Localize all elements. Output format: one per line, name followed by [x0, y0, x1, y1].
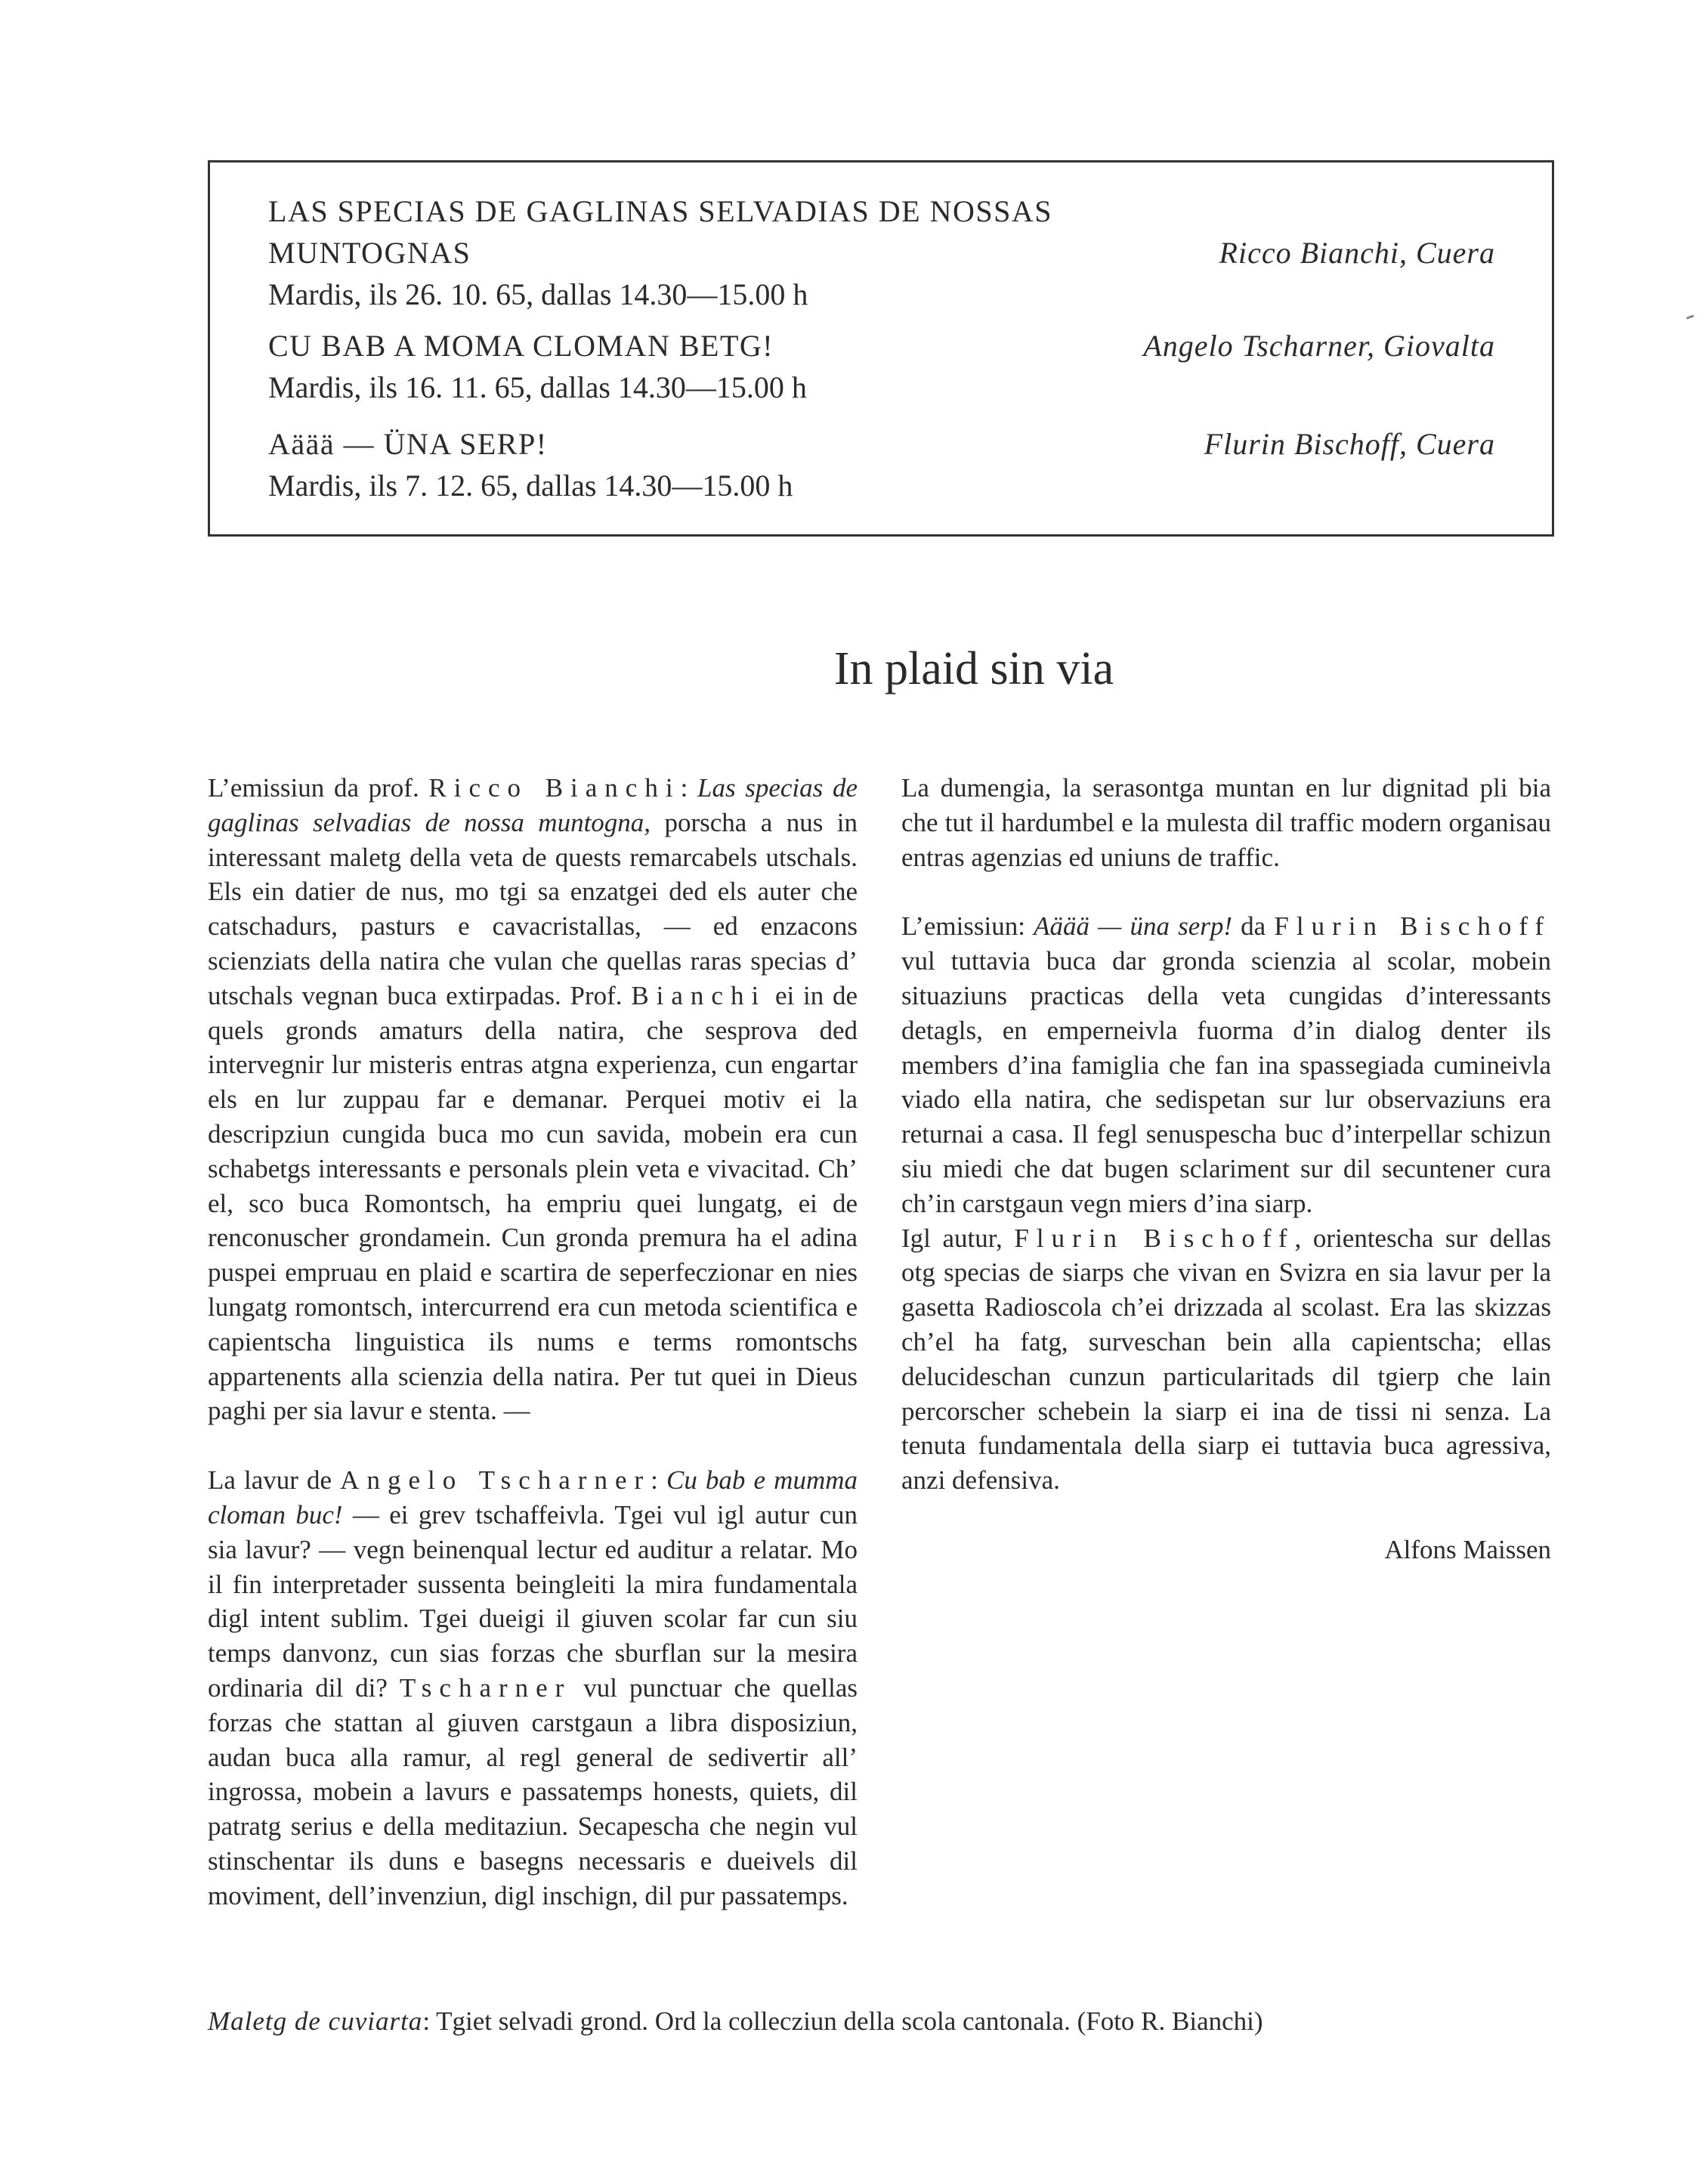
- caption-label: Maletg de cuviarta: [208, 2006, 423, 2036]
- paragraph-bianchi: [208, 771, 858, 1428]
- author-name: Tscharner: [399, 1672, 572, 1703]
- schedule-title: LAS SPECIAS DE GAGLINAS SELVADIAS DE NOSSAS: [268, 194, 1052, 228]
- schedule-entry-3: [268, 423, 1495, 506]
- work-title: Aäää — üna serp!: [1034, 911, 1233, 942]
- schedule-date: Mardis, ils 26. 10. 65, dallas 14.30—15.00 h: [268, 277, 808, 311]
- author-name: Flurin Bischoff: [1274, 911, 1551, 942]
- schedule-date: Mardis, ils 16. 11. 65, dallas 14.30—15.00 h: [268, 370, 807, 404]
- text-run: :: [680, 773, 697, 803]
- text-run: vul tuttavia buca dar gronda scienzia al scolar, mobein situaziuns practicas della veta cungidas d’interessants detagls, en emperneivla fuorma d’in dialog denter ils members d’ina famiglia che fan ina spassegiada cumineivla viado ella natira, che sedispetan sur lur observaziuns era returnai a casa. Il fegl senuspescha buc d’interpellar schizun siu miedi che dat bugen sclariment sur dil secuntener cura ch’in carstgaun vegn miers d’ina siarp.: [901, 946, 1551, 1218]
- text-run: , orientescha sur dellas otg specias de siarps che vivan en Svizra en sia lavur per la gasetta Radioscola ch’ei drizzada al scolast. Era las skizzas ch’el ha fatg, surveschan bein alla capientscha; ellas delucideschan cunzun particularitads dil tgierp che lain percorscher schebein la siarp ei ina de tissi ni senza. La tenuta fundamentala della siarp ei tuttavia buca agressiva, anzi defensiva.: [901, 1223, 1551, 1496]
- text-run: La lavur de: [208, 1465, 341, 1496]
- schedule-title-cont: MUNTOGNAS: [268, 236, 471, 270]
- scan-speck: [1686, 314, 1694, 319]
- cover-caption: [208, 2006, 1263, 2037]
- text-run: da: [1232, 911, 1275, 942]
- schedule-date: Mardis, ils 7. 12. 65, dallas 14.30—15.00 h: [268, 469, 793, 503]
- right-column: [901, 771, 1551, 1567]
- paragraph-bischoff: [901, 909, 1551, 1220]
- left-column: [208, 771, 858, 1913]
- paragraph-tscharner-cont: La dumengia, la serasontga muntan en lur dignitad pli bia che tut il hardumbel e la mulesta dil traffic modern organisau entras agenzias ed uniuns de traffic.: [901, 773, 1551, 872]
- text-run: vul punctuar che quellas forzas che stattan al giuven carstgaun a libra disposiziun, audan buca alla ramur, al regl general de sedivertir all’ ingrossa, mobein a lavurs e passatemps honests, quiets, dil patratg serius e della meditaziun. Secapescha che negin vul stinschentar ils duns e basegns necessaris e dueivels dil moviment, dell’invenziun, digl inschign, dil pur passatemps.: [208, 1672, 858, 1910]
- schedule-title: CU BAB A MOMA CLOMAN BETG!: [268, 329, 774, 363]
- schedule-entry-1: [268, 190, 1495, 315]
- text-run: L’emissiun da prof.: [208, 773, 429, 803]
- paragraph-tscharner: [208, 1463, 858, 1913]
- schedule-author: Angelo Tscharner, Giovalta: [1143, 329, 1495, 363]
- author-name: Bianchi: [631, 980, 767, 1010]
- text-run: :: [651, 1465, 666, 1496]
- text-run: L’emissiun:: [901, 911, 1034, 942]
- text-run: — ei grev tschaffeivla. Tgei vul igl autur cun sia lavur? — vegn beinenqual lectur ed auditur a relatar. Mo il fin interpretader sussenta beingleiti la mira fundamentala digl intent sublim. Tgei dueigi il giuven scolar far cun siu temps danvonz, cun sias forzas che sburflan sur la mesira ordinaria dil di?: [208, 1499, 858, 1703]
- work-title: Cu bab e mumma cloman buc!: [208, 1465, 858, 1530]
- work-title: Las specias de gaglinas selvadias de nossa muntogna,: [208, 773, 858, 837]
- schedule-box: [208, 160, 1554, 537]
- article-heading: In plaid sin via: [833, 643, 1114, 694]
- author-name: Flurin Bischoff: [1014, 1223, 1295, 1253]
- paragraph-bischoff-2: [901, 1221, 1551, 1498]
- schedule-title: Aäää — ÜNA SERP!: [268, 427, 548, 461]
- signature: Alfons Maissen: [1384, 1534, 1551, 1564]
- caption-text: : Tgiet selvadi grond. Ord la collecziun della scola cantonala. (Foto R. Bianchi): [422, 2006, 1263, 2036]
- schedule-author: Ricco Bianchi, Cuera: [1219, 236, 1495, 270]
- schedule-entry-2: [268, 325, 1495, 408]
- text-run: porscha a nus in interessant maletg della veta de quests remarcabels utschals. Els ein datier de nus, mo tgi sa enzatgei ded els auter che catschadurs, pasturs e cavacristallas, — ed enzacons scienziats della natira che vulan che quellas raras specias d’ utschals vegnan buca extirpadas. Prof.: [208, 807, 858, 1010]
- box-rule-right: [1552, 160, 1554, 537]
- author-name: Ricco Bianchi: [428, 773, 681, 803]
- box-rule-left: [208, 160, 210, 537]
- box-rule-bottom: [208, 534, 1554, 537]
- author-name: Angelo Tscharner: [340, 1465, 651, 1496]
- text-run: Igl autur,: [901, 1223, 1015, 1253]
- schedule-author: Flurin Bischoff, Cuera: [1204, 427, 1495, 461]
- text-run: ei in de quels gronds amaturs della natira, che sesprova ded intervegnir lur misteris entras atgna experienza, cun engartar els en lur zuppau far e demanar. Perquei motiv ei la descripziun cungida buca mo cun savida, mobein era cun schabetgs interessants e personals plein veta e vivacitad. Ch’ el, sco buca Romontsch, ha empriu quei lungatg, ei de renconuscher grondamein. Cun gronda premura ha el adina puspei empruau en plaid e scartira de seperfeczionar en nies lungatg romontsch, intercurrend era cun metoda scientifica e capientscha linguistica ils nums e terms romontschs appartenents alla scienzia della natira. Per tut quei in Dieus paghi per sia lavur e stenta. —: [208, 980, 858, 1426]
- box-rule-top: [208, 160, 1554, 162]
